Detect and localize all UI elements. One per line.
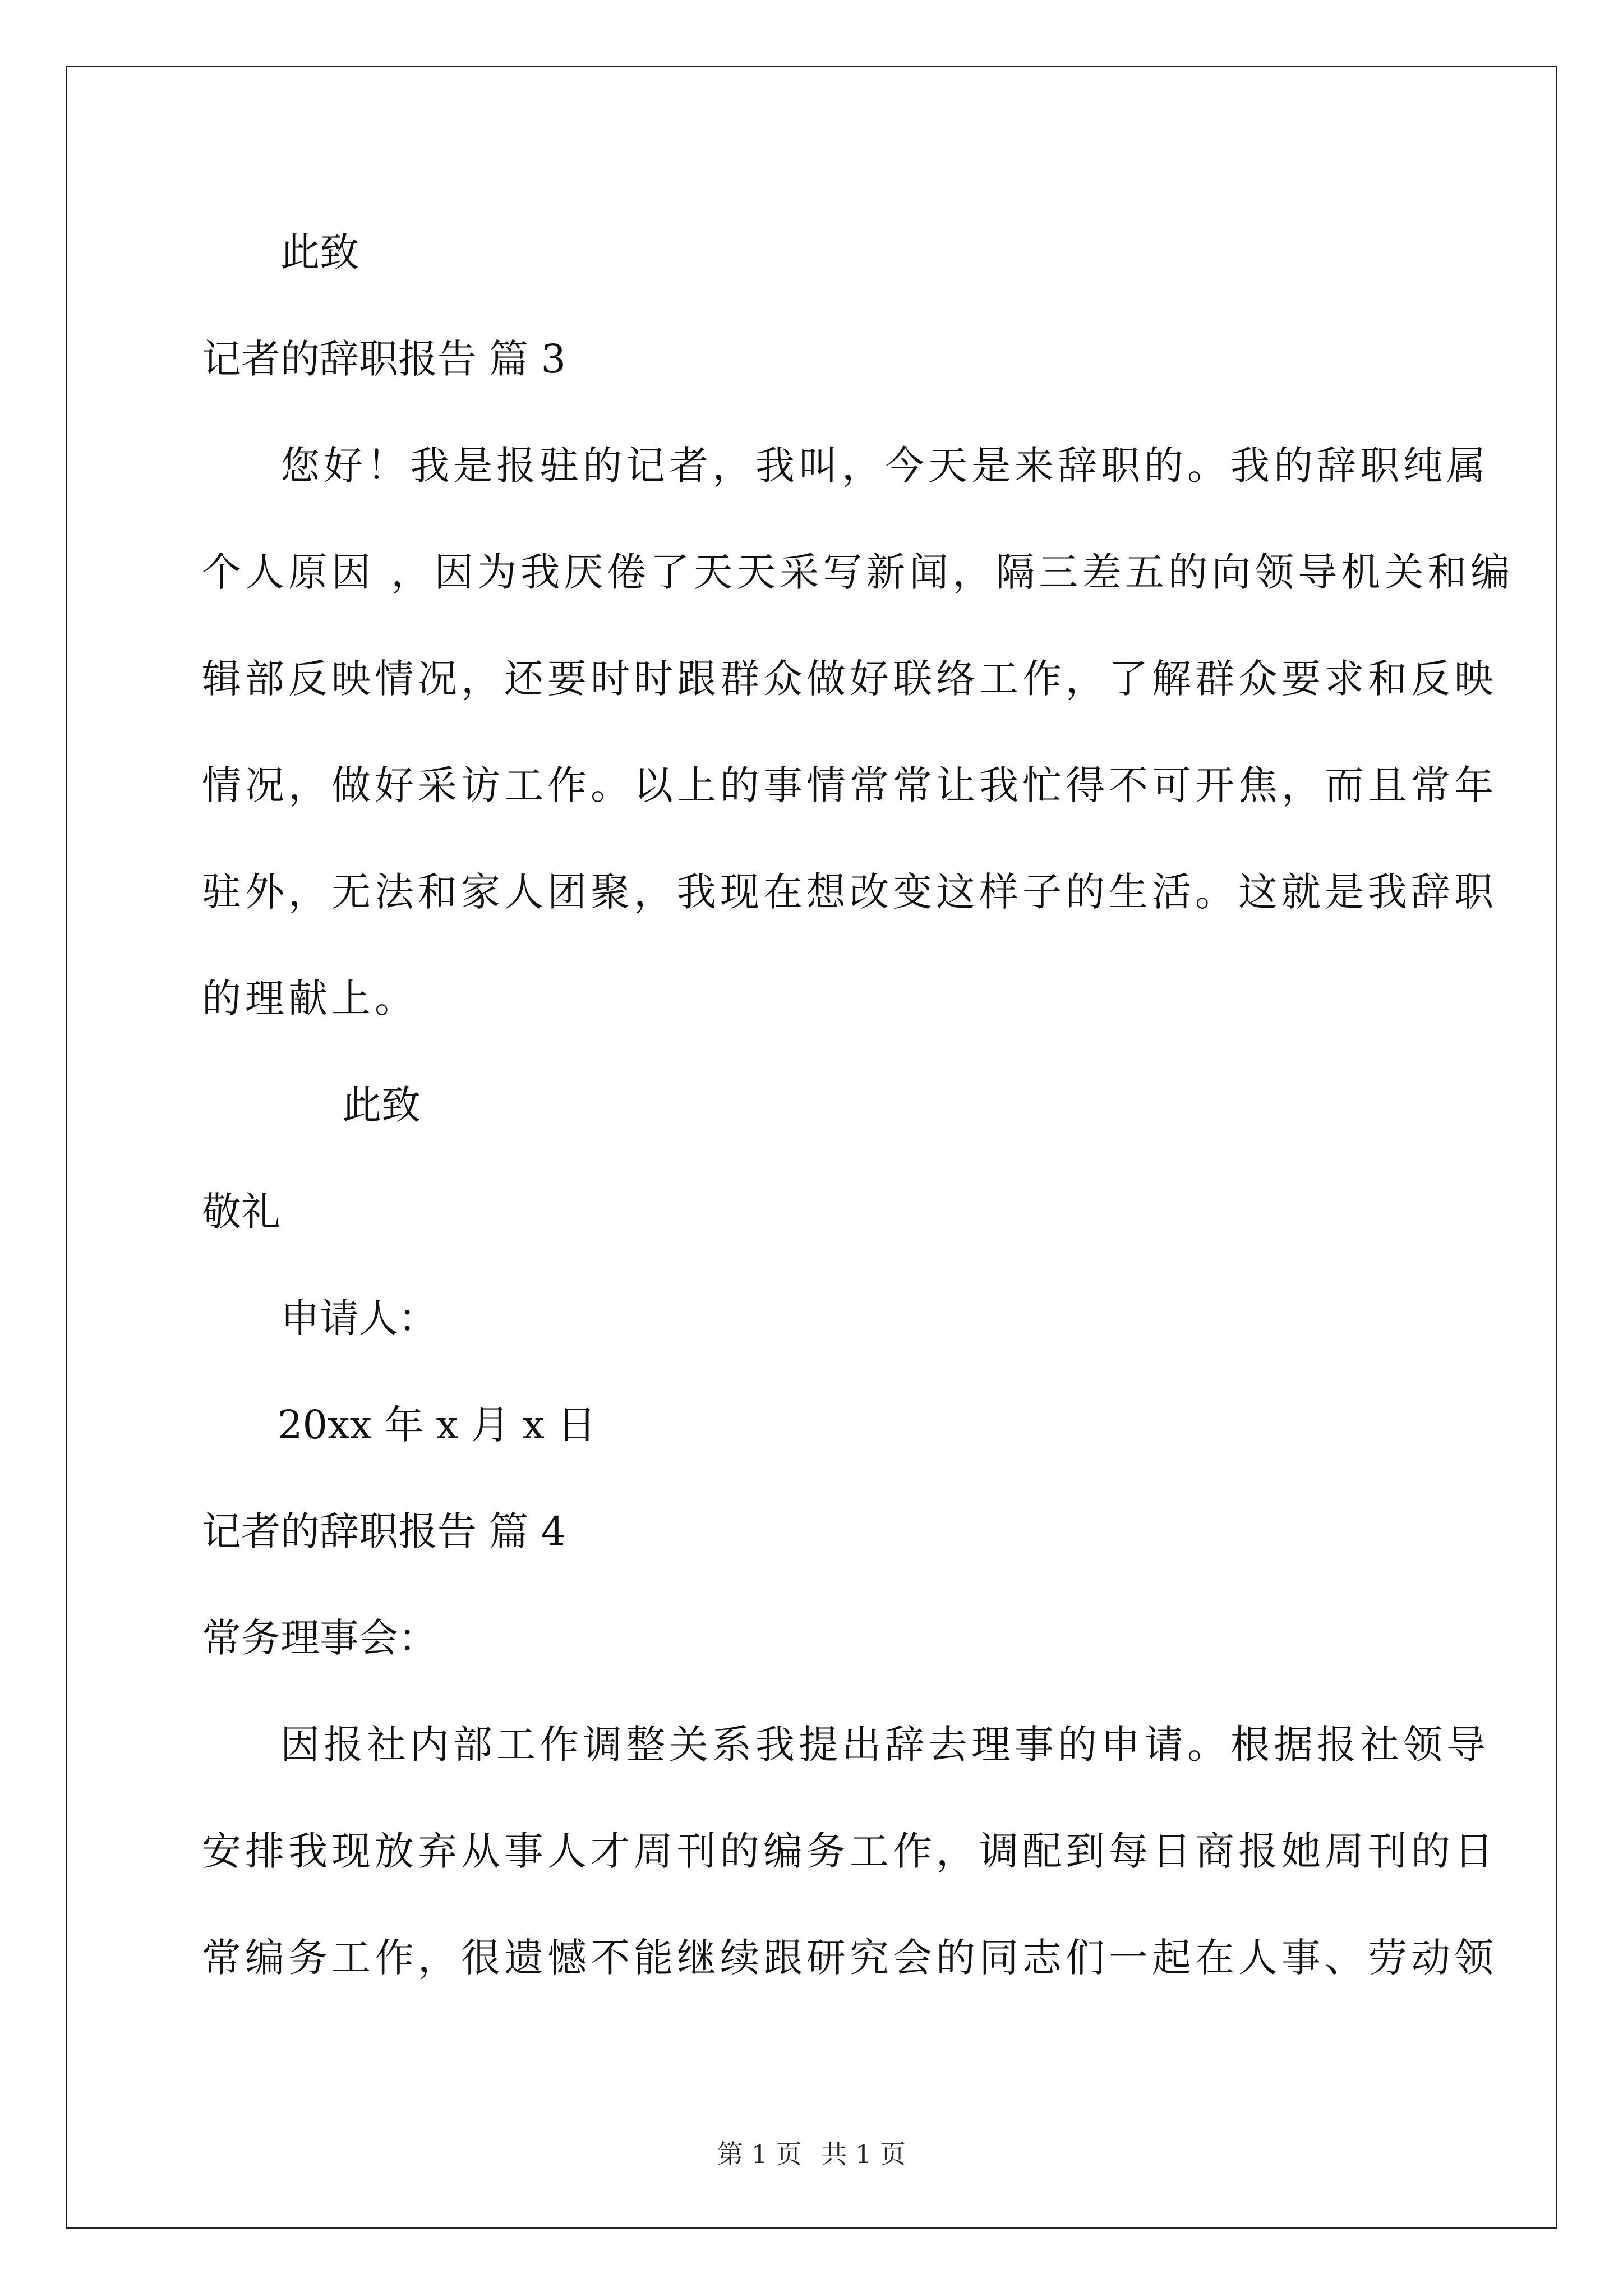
applicant-label: 申请人： bbox=[280, 1295, 437, 1341]
closing-line: 此致 bbox=[342, 1082, 421, 1128]
paragraph-line: 因报社内部工作调整关系我提出辞去理事的申请。根据报社领导 bbox=[280, 1722, 1490, 1768]
section-heading-4: 记者的辞职报告 篇 4 bbox=[202, 1508, 566, 1554]
paragraph-line: 辑部反映情况，还要时时跟群众做好联络工作，了解群众要求和反映 bbox=[202, 656, 1497, 702]
paragraph-line: 的理献上。 bbox=[202, 976, 418, 1022]
paragraph-line: 您好！我是报驻的记者，我叫，今天是来辞职的。我的辞职纯属 bbox=[280, 443, 1490, 489]
page-border bbox=[66, 66, 1557, 2229]
paragraph-line: 情况，做好采访工作。以上的事情常常让我忙得不可开焦，而且常年 bbox=[202, 762, 1497, 808]
paragraph-line: 个人原因 ，因为我厌倦了天天采写新闻，隔三差五的向领导机关和编 bbox=[202, 549, 1514, 595]
page-footer bbox=[0, 2137, 1623, 2171]
section-heading-3: 记者的辞职报告 篇 3 bbox=[202, 336, 566, 382]
page-number: 第 1 页 bbox=[717, 2139, 802, 2169]
paragraph-line: 安排我现放弃从事人才周刊的编务工作，调配到每日商报她周刊的日 bbox=[202, 1828, 1497, 1874]
addressee: 常务理事会： bbox=[202, 1615, 437, 1661]
paragraph-line: 驻外，无法和家人团聚，我现在想改变这样子的生活。这就是我辞职 bbox=[202, 869, 1497, 915]
salutation: 敬礼 bbox=[202, 1189, 280, 1235]
page-total: 共 1 页 bbox=[821, 2139, 906, 2169]
paragraph-line: 常编务工作，很遗憾不能继续跟研究会的同志们一起在人事、劳动领 bbox=[202, 1935, 1497, 1981]
date-line: 20xx 年 x 月 x 日 bbox=[278, 1402, 597, 1448]
closing-line: 此致 bbox=[280, 229, 359, 275]
